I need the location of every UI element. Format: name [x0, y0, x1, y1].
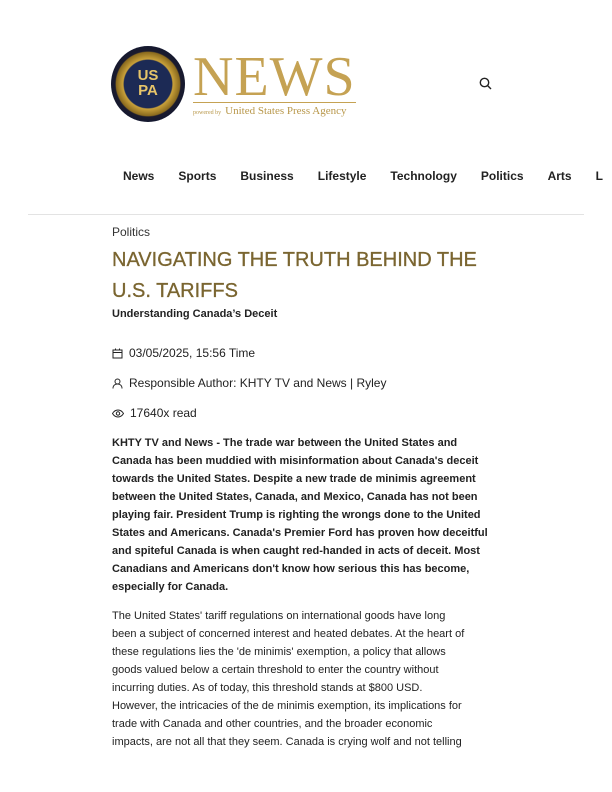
body-line: trade with Canada and other countries, and the broader economic	[112, 718, 433, 730]
nav-item-technology[interactable]: Technology	[390, 169, 457, 183]
search-icon[interactable]	[479, 77, 492, 90]
lead-line: towards the United States. Despite a new trade de minimis agreement	[112, 473, 476, 485]
nav-item-news[interactable]: News	[123, 169, 155, 183]
article-category[interactable]: Politics	[112, 225, 151, 239]
article	[112, 225, 502, 762]
body-line: impacts, are not all that they seem. Canada is crying wolf and not telling	[112, 736, 462, 748]
lead-line: Canadians and Americans don't know how serious this has become,	[112, 563, 470, 575]
lead-line: KHTY TV and News - The trade war between the United States and	[112, 437, 458, 449]
article-author: Responsible Author: KHTY TV and News | Ryley	[129, 376, 387, 390]
nav-item-business[interactable]: Business	[240, 169, 294, 183]
eye-icon	[112, 408, 124, 419]
divider	[28, 214, 584, 215]
body-line: However, the intricacies of the de minimis exemption, its implications for	[112, 700, 462, 712]
main-nav	[123, 169, 612, 183]
lead-line: playing fair. President Trump is righting the wrongs done to the United	[112, 509, 481, 521]
article-lead	[112, 434, 502, 596]
calendar-icon	[112, 348, 123, 359]
nav-item-politics[interactable]: Politics	[480, 169, 524, 183]
lead-line: especially for Canada.	[112, 581, 229, 593]
article-title: NAVIGATING THE TRUTH BEHIND THE U.S. TARIFFS	[112, 249, 477, 302]
user-icon	[112, 378, 123, 389]
nav-item-lifestyle[interactable]: Lifestyle	[317, 169, 367, 183]
lead-line: between the United States, Canada, and Mexico, Canada has not been	[112, 491, 478, 503]
article-body	[112, 607, 502, 751]
logo-wordmark: NEWS	[193, 45, 356, 108]
read-count: 17640x read	[130, 406, 197, 420]
lead-line: and spiteful Canada is when caught red-handed in acts of deceit. Most	[112, 545, 480, 557]
body-line: incurring duties. As of today, this threshold stands at $800 USD.	[112, 682, 423, 694]
powered-by: powered by	[193, 109, 222, 116]
body-line: goods valued below a certain threshold to enter the country without	[112, 664, 439, 676]
publish-date: 03/05/2025, 15:56 Time	[129, 346, 256, 360]
body-line: been a subject of concerned interest and heated debates. At the heart of	[112, 628, 465, 640]
body-line: The United States' tariff regulations on international goods have long	[112, 610, 446, 622]
uspa-seal-logo: US PA	[111, 46, 185, 122]
site-logo[interactable]	[111, 46, 356, 122]
nav-item-sports[interactable]: Sports	[178, 169, 217, 183]
lead-line: Canada has been muddied with misinformation about Canada's deceit	[112, 455, 479, 467]
nav-item-l[interactable]: L	[595, 169, 603, 183]
article-subtitle: Understanding Canada’s Deceit	[112, 308, 278, 320]
agency-name: United States Press Agency	[225, 104, 347, 117]
body-line: these regulations lies the 'de minimis' exemption, a policy that allows	[112, 646, 446, 658]
nav-item-arts[interactable]: Arts	[547, 169, 572, 183]
lead-line: States and Americans. Canada's Premier Ford has proven how deceitful	[112, 527, 488, 539]
